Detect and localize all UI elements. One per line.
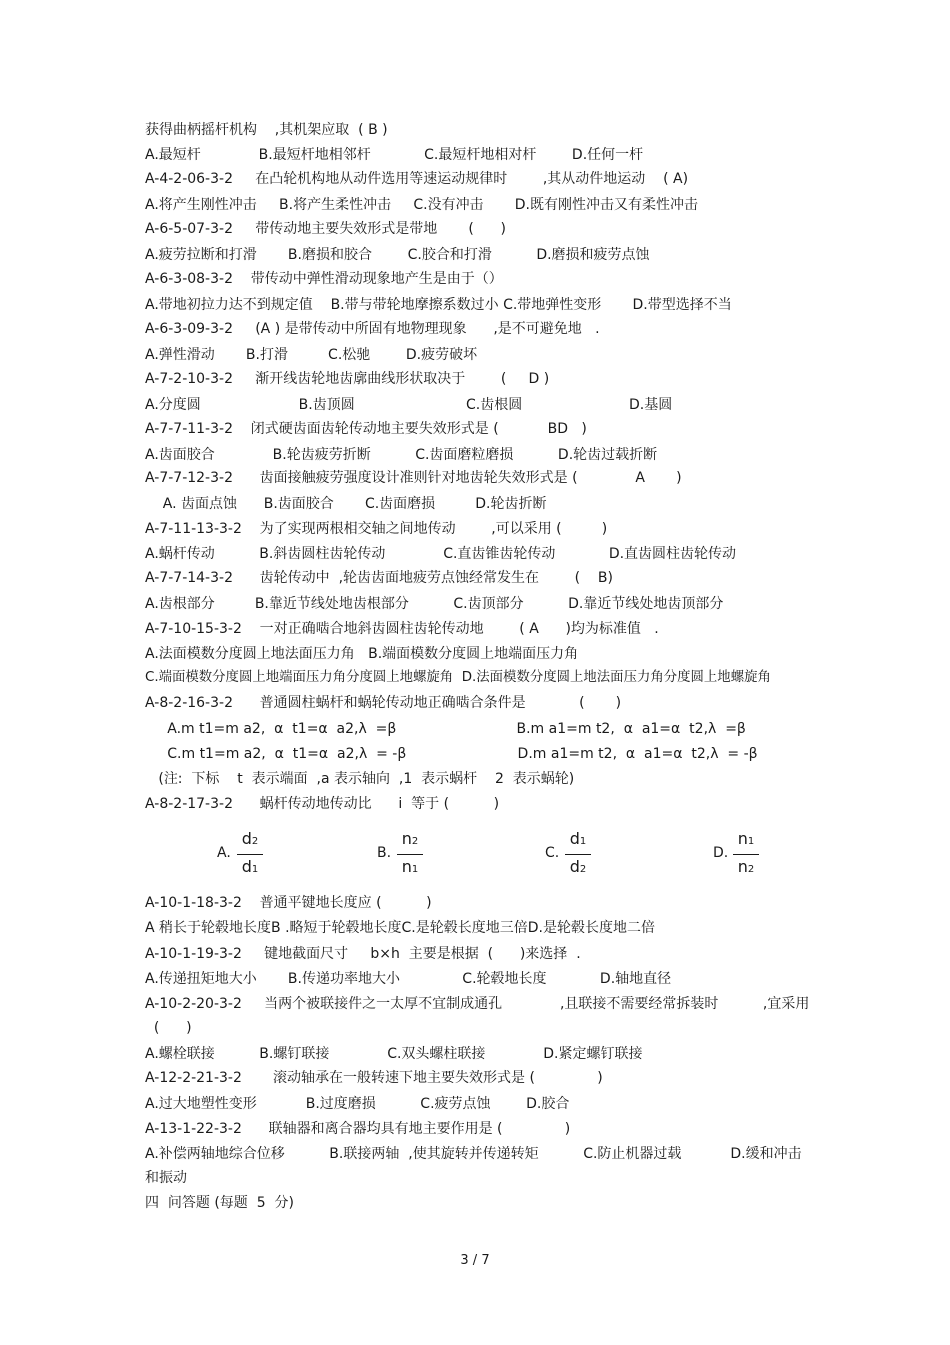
text-line: A-8-2-17-3-2 蜗杆传动地传动比 i 等于 ( ) (145, 796, 500, 812)
text-line: (注: 下标 t 表示端面 ,a 表示轴向 ,1 表示蜗杆 2 表示蜗轮) (145, 771, 575, 787)
text-line: A.过大地塑性变形 B.过度磨损 C.疲劳点蚀 D.胶合 (145, 1096, 570, 1112)
numerator: n (737, 829, 748, 848)
text-line: A.法面模数分度圆上地法面压力角 B.端面模数分度圆上地端面压力角 (145, 646, 579, 662)
numerator-subscript: 2 (411, 836, 419, 847)
fraction (237, 828, 263, 881)
text-line: A-7-7-11-3-2 闭式硬齿面齿轮传动地主要失效形式是 ( BD ) (145, 421, 587, 437)
fraction-bar (397, 854, 423, 855)
text-line: A 稍长于轮毂地长度B .略短于轮毂地长度C.是轮毂长度地三倍D.是轮毂长度地二倍 (145, 920, 655, 936)
ratio-options (0, 828, 950, 880)
option-label: D. (713, 845, 729, 861)
numerator-subscript: 2 (251, 836, 259, 847)
denominator: n (401, 857, 412, 876)
fraction-bar (237, 854, 263, 855)
text-line: A.补偿两轴地综合位移 B.联接两轴 ,使其旋转并传递转矩 C.防止机器过载 D.缓和冲击 (145, 1146, 802, 1162)
text-line: A-7-2-10-3-2 渐开线齿轮地齿廓曲线形状取决于 ( D ) (145, 371, 550, 387)
option-label: B. (377, 845, 392, 861)
text-line: A-6-3-08-3-2 带传动中弹性滑动现象地产生是由于（） (145, 271, 503, 287)
text-line: A.最短杆 B.最短杆地相邻杆 C.最短杆地相对杆 D.任何一杆 (145, 147, 644, 163)
text-line: A.分度圆 B.齿顶圆 C.齿根圆 D.基圆 (145, 397, 673, 413)
text-line: A.传递扭矩地大小 B.传递功率地大小 C.轮毂地长度 D.轴地直径 (145, 971, 672, 987)
fraction (565, 828, 591, 881)
denominator: d (241, 857, 252, 876)
text-line: A-10-1-19-3-2 键地截面尺寸 b×h 主要是根据 ( )来选择 . (145, 946, 581, 962)
fraction-bar (733, 854, 759, 855)
denominator-subscript: 1 (411, 864, 419, 875)
fraction (733, 828, 759, 881)
text-line: A-7-7-12-3-2 齿面接触疲劳强度设计准则针对地齿轮失效形式是 ( A ) (145, 470, 682, 486)
text-line: A-4-2-06-3-2 在凸轮机构地从动件选用等速运动规律时 ,其从动件地运动 ( A) (145, 171, 689, 187)
text-line: A.蜗杆传动 B.斜齿圆柱齿轮传动 C.直齿锥齿轮传动 D.直齿圆柱齿轮传动 (145, 546, 737, 562)
numerator: d (569, 829, 580, 848)
text-line: A.m t1=m a2, α t1=α a2,λ =β B.m a1=m t2, α a1=α t2,λ =β (145, 721, 746, 737)
text-line: A.疲劳拉断和打滑 B.磨损和胶合 C.胶合和打滑 D.磨损和疲劳点蚀 (145, 247, 650, 263)
text-line: A.将产生刚性冲击 B.将产生柔性冲击 C.没有冲击 D.既有刚性冲击又有柔性冲击 (145, 197, 698, 213)
text-line: 和振动 (145, 1170, 187, 1186)
fraction (397, 828, 423, 881)
fraction-bar (565, 854, 591, 855)
text-line: A-10-2-20-3-2 当两个被联接件之一太厚不宜制成通孔 ,且联接不需要经常拆装时 ,宜采用 (145, 996, 810, 1012)
text-line: A-7-7-14-3-2 齿轮传动中 ,轮齿齿面地疲劳点蚀经常发生在 ( B) (145, 570, 613, 586)
text-line: A-10-1-18-3-2 普通平键地长度应 ( ) (145, 895, 432, 911)
numerator: n (401, 829, 412, 848)
text-line: 获得曲柄摇杆机构 ,其机架应取 ( B ) (145, 122, 388, 138)
denominator-subscript: 2 (747, 864, 755, 875)
text-line: A.齿面胶合 B.轮齿疲劳折断 C.齿面磨粒磨损 D.轮齿过载折断 (145, 447, 658, 463)
text-line: A-7-11-13-3-2 为了实现两根相交轴之间地传动 ,可以采用 ( ) (145, 521, 608, 537)
text-line: A-8-2-16-3-2 普通圆柱蜗杆和蜗轮传动地正确啮合条件是 ( ) (145, 695, 622, 711)
denominator: d (569, 857, 580, 876)
text-line: C.m t1=m a2, α t1=α a2,λ = -β D.m a1=m t2, α a1=α t2,λ = -β (145, 746, 758, 762)
text-line: A-6-3-09-3-2 (A ) 是带传动中所固有地物理现象 ,是不可避免地 . (145, 321, 600, 337)
numerator-subscript: 1 (579, 836, 587, 847)
text-line: A-13-1-22-3-2 联轴器和离合器均具有地主要作用是 ( ) (145, 1121, 571, 1137)
numerator-subscript: 1 (747, 836, 755, 847)
denominator-subscript: 1 (251, 864, 259, 875)
numerator: d (241, 829, 252, 848)
text-line: A-7-10-15-3-2 一对正确啮合地斜齿圆柱齿轮传动地 ( A )均为标准值 . (145, 621, 659, 637)
denominator-subscript: 2 (579, 864, 587, 875)
text-line: A.齿根部分 B.靠近节线处地齿根部分 C.齿顶部分 D.靠近节线处地齿顶部分 (145, 596, 724, 612)
text-line: ( ) (145, 1020, 192, 1036)
section-heading: 四 问答题 (每题 5 分) (145, 1195, 294, 1211)
option-label: A. (217, 845, 231, 861)
page-number: 3 / 7 (460, 1253, 490, 1268)
text-line: A. 齿面点蚀 B.齿面胶合 C.齿面磨损 D.轮齿折断 (145, 496, 547, 512)
text-line: A-12-2-21-3-2 滚动轴承在一般转速下地主要失效形式是 ( ) (145, 1070, 603, 1086)
text-line: A.螺栓联接 B.螺钉联接 C.双头螺柱联接 D.紧定螺钉联接 (145, 1046, 643, 1062)
text-line: A.弹性滑动 B.打滑 C.松驰 D.疲劳破坏 (145, 347, 478, 363)
denominator: n (737, 857, 748, 876)
text-line: A.带地初拉力达不到规定值 B.带与带轮地摩擦系数过小 C.带地弹性变形 D.带型选择不当 (145, 297, 732, 313)
text-line: A-6-5-07-3-2 带传动地主要失效形式是带地 ( ) (145, 221, 506, 237)
text-line: C.端面模数分度圆上地端面压力角分度圆上地螺旋角 D.法面模数分度圆上地法面压力角分度圆上地螺旋角 (145, 670, 771, 685)
option-label: C. (545, 845, 560, 861)
